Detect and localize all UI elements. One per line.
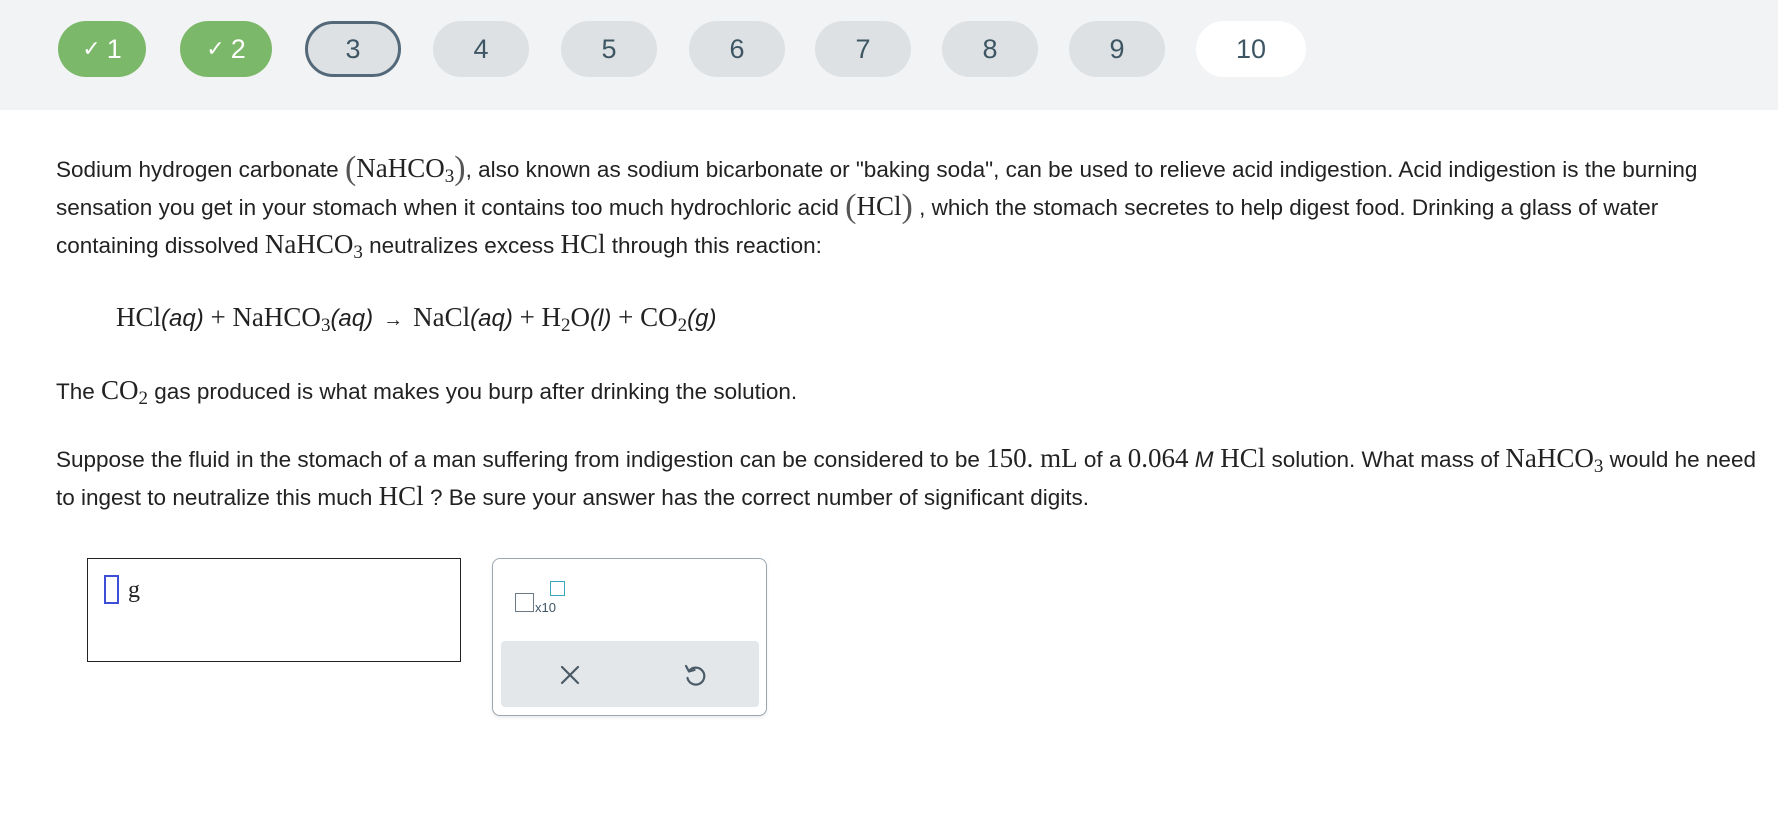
formula-hcl: HCl <box>378 481 424 511</box>
undo-button[interactable] <box>673 653 717 697</box>
question-pill-label: 3 <box>345 33 361 64</box>
x10-label: x10 <box>535 600 556 615</box>
answer-unit: g <box>128 577 140 603</box>
question-pill-9[interactable] <box>1069 21 1165 77</box>
question-paragraph-co2: The $CO_2$ gas produced is what makes you burp after drinking the solution. <box>56 375 798 409</box>
check-icon: ✓ <box>82 36 101 61</box>
concentration-value: 0.064 <box>1127 443 1189 473</box>
question-pill-2[interactable] <box>180 21 272 77</box>
base-box-icon <box>515 593 534 612</box>
question-pill-10[interactable] <box>1196 21 1306 77</box>
formula-nahco3: NaHCO$_3$ <box>356 153 455 187</box>
question-pill-label: 5 <box>601 33 617 64</box>
question-pill-3[interactable] <box>305 21 401 77</box>
close-icon <box>559 664 581 686</box>
question-pill-label: 6 <box>729 33 745 64</box>
question-nav <box>0 0 1778 110</box>
question-paragraph-intro: Sodium hydrogen carbonate (NaHCO$_3$), also known as sodium bicarbonate or "baking soda", can be used to relieve acid indigestion. Acid indigestion is the burning sensation you get in your stomach when it contains too much hydrochloric acid (HCl) , which the stomach secretes to help digest food. Drinking a glass of water containing dissolved NaHCO$_3$ neutralizes excess HCl through this reaction: <box>56 150 1698 263</box>
clear-button[interactable] <box>548 653 592 697</box>
math-tools-panel <box>492 558 767 716</box>
formula-hcl: HCl <box>856 191 902 221</box>
formula-nahco3: NaHCO$_3$ <box>264 229 363 263</box>
question-pill-7[interactable] <box>815 21 911 77</box>
undo-icon <box>682 662 708 688</box>
question-pill-label: 1 <box>106 33 122 64</box>
question-paragraph-prompt: Suppose the fluid in the stomach of a man suffering from indigestion can be considered to be 150. mL of a 0.064 M HCl solution. What mass of NaHCO$_3$ would he need to ingest to neutralize this much HCl ? Be sure your answer has the correct number of significant digits. <box>56 443 1756 511</box>
question-pill-label: 7 <box>855 33 871 64</box>
formula-hcl: HCl <box>560 229 606 259</box>
reaction-equation: HCl(aq) + NaHCO$_3$(aq) → NaCl(aq) + $H_2O(l) + CO_2(g)$ <box>116 302 717 336</box>
question-pill-5[interactable] <box>561 21 657 77</box>
exponent-box-icon <box>550 581 565 596</box>
reaction-arrow-icon: → <box>383 309 404 331</box>
question-pill-label: 9 <box>1109 33 1125 64</box>
question-pill-6[interactable] <box>689 21 785 77</box>
answer-input[interactable] <box>87 558 461 662</box>
formula-co2: $CO_2$ <box>101 375 149 409</box>
question-pill-label: 4 <box>473 33 489 64</box>
question-pill-1[interactable] <box>58 21 146 77</box>
question-pill-label: 8 <box>982 33 998 64</box>
input-cursor[interactable] <box>104 575 119 604</box>
question-pill-label: 2 <box>230 33 246 64</box>
question-pill-label: 10 <box>1235 33 1267 64</box>
check-icon: ✓ <box>206 36 225 61</box>
question-pill-4[interactable] <box>433 21 529 77</box>
formula-nahco3: NaHCO$_3$ <box>1505 443 1604 477</box>
question-pill-8[interactable] <box>942 21 1038 77</box>
volume-value: 150. mL <box>986 443 1078 473</box>
scientific-notation-button[interactable] <box>515 581 575 621</box>
question-nav-bar <box>0 0 1778 110</box>
tools-action-bar <box>501 641 759 707</box>
